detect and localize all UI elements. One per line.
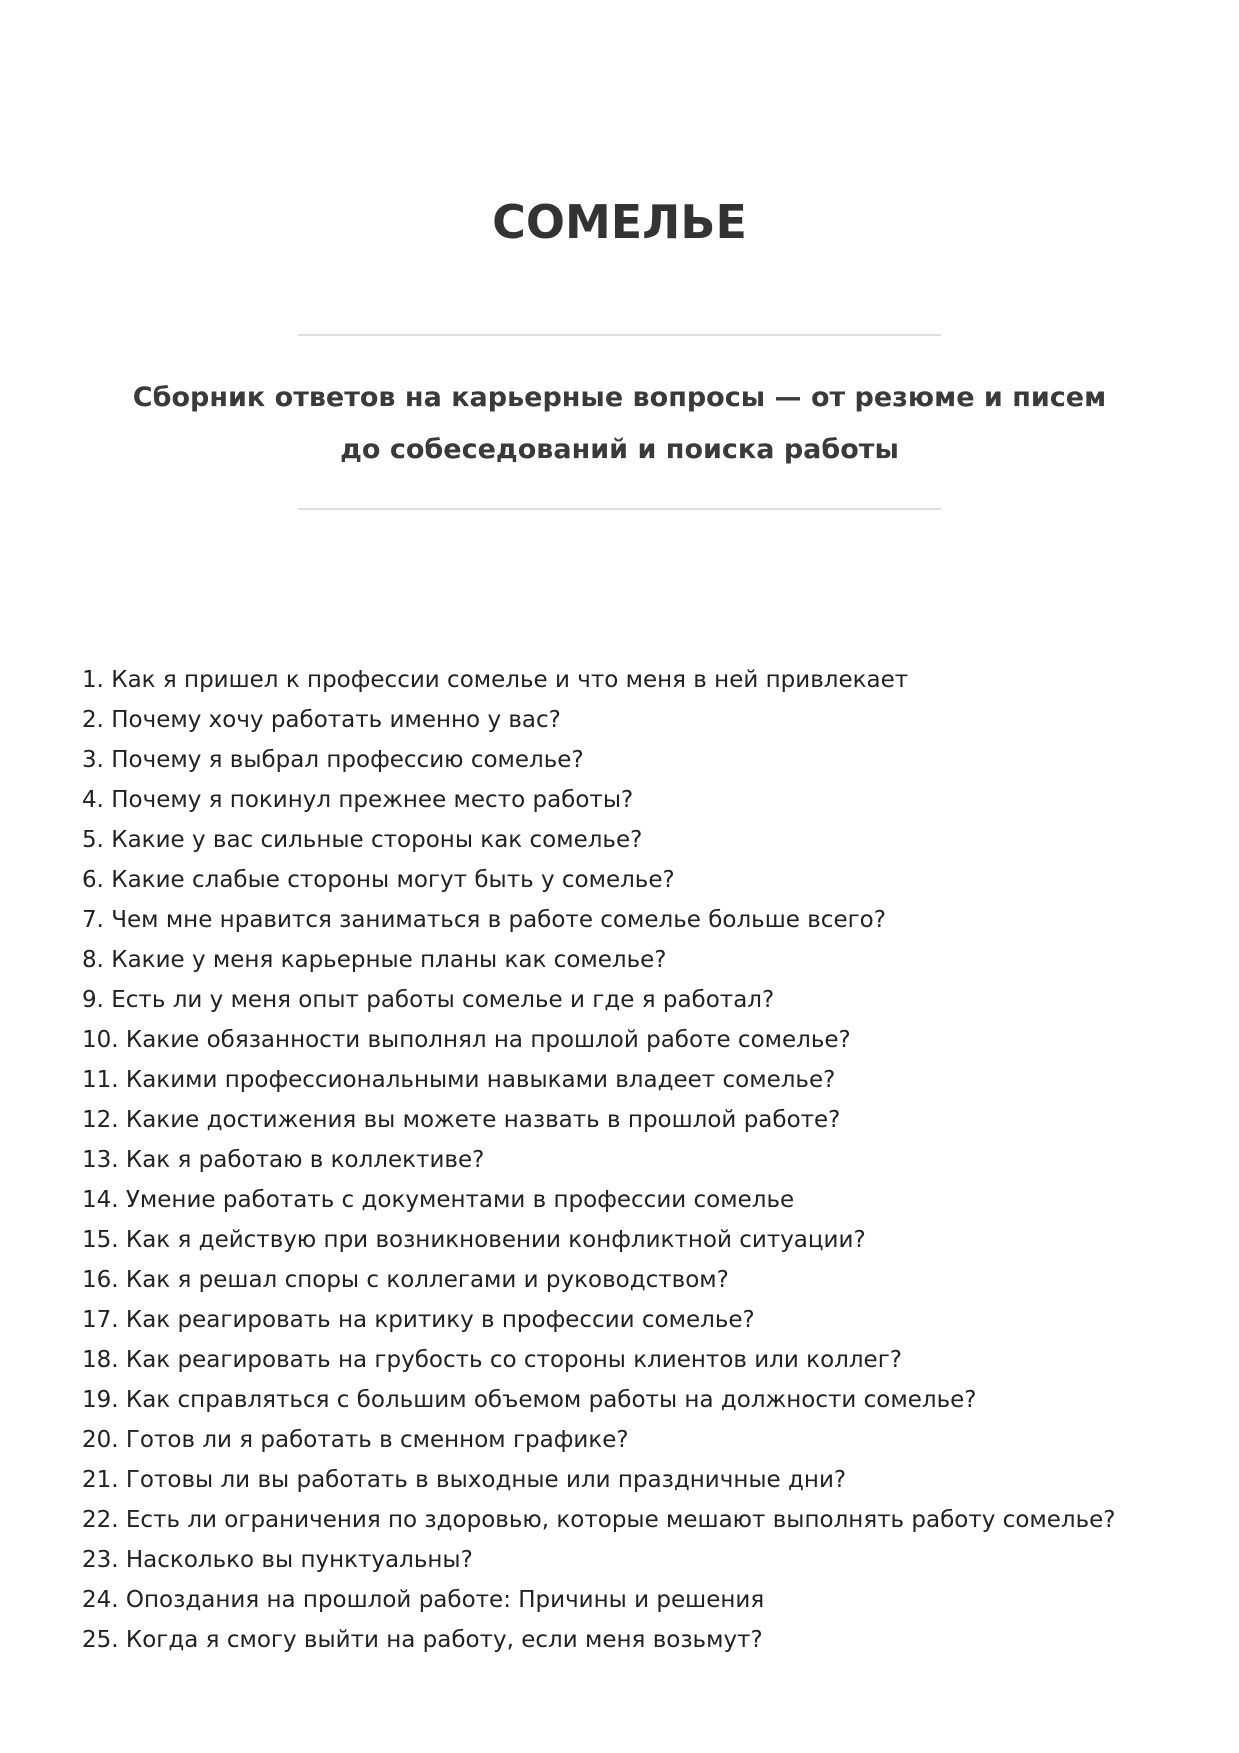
toc-item[interactable]: 10. Какие обязанности выполнял на прошлой работе сомелье? [82,1027,851,1053]
toc-item[interactable]: 6. Какие слабые стороны могут быть у сомелье? [82,867,675,893]
toc-item[interactable]: 14. Умение работать с документами в профессии сомелье [82,1187,795,1213]
toc-item[interactable]: 11. Какими профессиональными навыками владеет сомелье? [82,1067,836,1093]
divider-top [298,334,941,336]
toc-item[interactable]: 9. Есть ли у меня опыт работы сомелье и где я работал? [82,987,775,1013]
document-title: СОМЕЛЬЕ [492,195,747,249]
toc-item[interactable]: 24. Опоздания на прошлой работе: Причины и решения [82,1587,765,1613]
toc-item[interactable]: 3. Почему я выбрал профессию сомелье? [82,747,584,773]
toc-item[interactable]: 21. Готовы ли вы работать в выходные или праздничные дни? [82,1467,847,1493]
toc-item[interactable]: 5. Какие у вас сильные стороны как сомелье? [82,827,643,853]
toc-item[interactable]: 18. Как реагировать на грубость со стороны клиентов или коллег? [82,1347,902,1373]
toc-item[interactable]: 19. Как справляться с большим объемом работы на должности сомелье? [82,1387,977,1413]
toc-item[interactable]: 22. Есть ли ограничения по здоровью, которые мешают выполнять работу сомелье? [82,1507,1116,1533]
toc-item[interactable]: 2. Почему хочу работать именно у вас? [82,707,561,733]
divider-bottom [298,508,941,510]
toc-item[interactable]: 13. Как я работаю в коллективе? [82,1147,485,1173]
toc-item[interactable]: 16. Как я решал споры с коллегами и руководством? [82,1267,729,1293]
toc-item[interactable]: 17. Как реагировать на критику в профессии сомелье? [82,1307,755,1333]
table-of-contents [82,660,1182,1660]
toc-item[interactable]: 23. Насколько вы пунктуальны? [82,1547,473,1573]
toc-item[interactable]: 12. Какие достижения вы можете назвать в прошлой работе? [82,1107,841,1133]
toc-item[interactable]: 25. Когда я смогу выйти на работу, если меня возьмут? [82,1627,763,1653]
toc-item[interactable]: 15. Как я действую при возникновении конфликтной ситуации? [82,1227,866,1253]
toc-item[interactable]: 8. Какие у меня карьерные планы как сомелье? [82,947,667,973]
document-subtitle: Сборник ответов на карьерные вопросы — от резюме и писем до собеседований и поиска работы [132,382,1107,465]
toc-item[interactable]: 4. Почему я покинул прежнее место работы? [82,787,634,813]
toc-item[interactable]: 20. Готов ли я работать в сменном графике? [82,1427,629,1453]
toc-item[interactable]: 1. Как я пришел к профессии сомелье и что меня в ней привлекает [82,667,909,693]
toc-item[interactable]: 7. Чем мне нравится заниматься в работе сомелье больше всего? [82,907,886,933]
